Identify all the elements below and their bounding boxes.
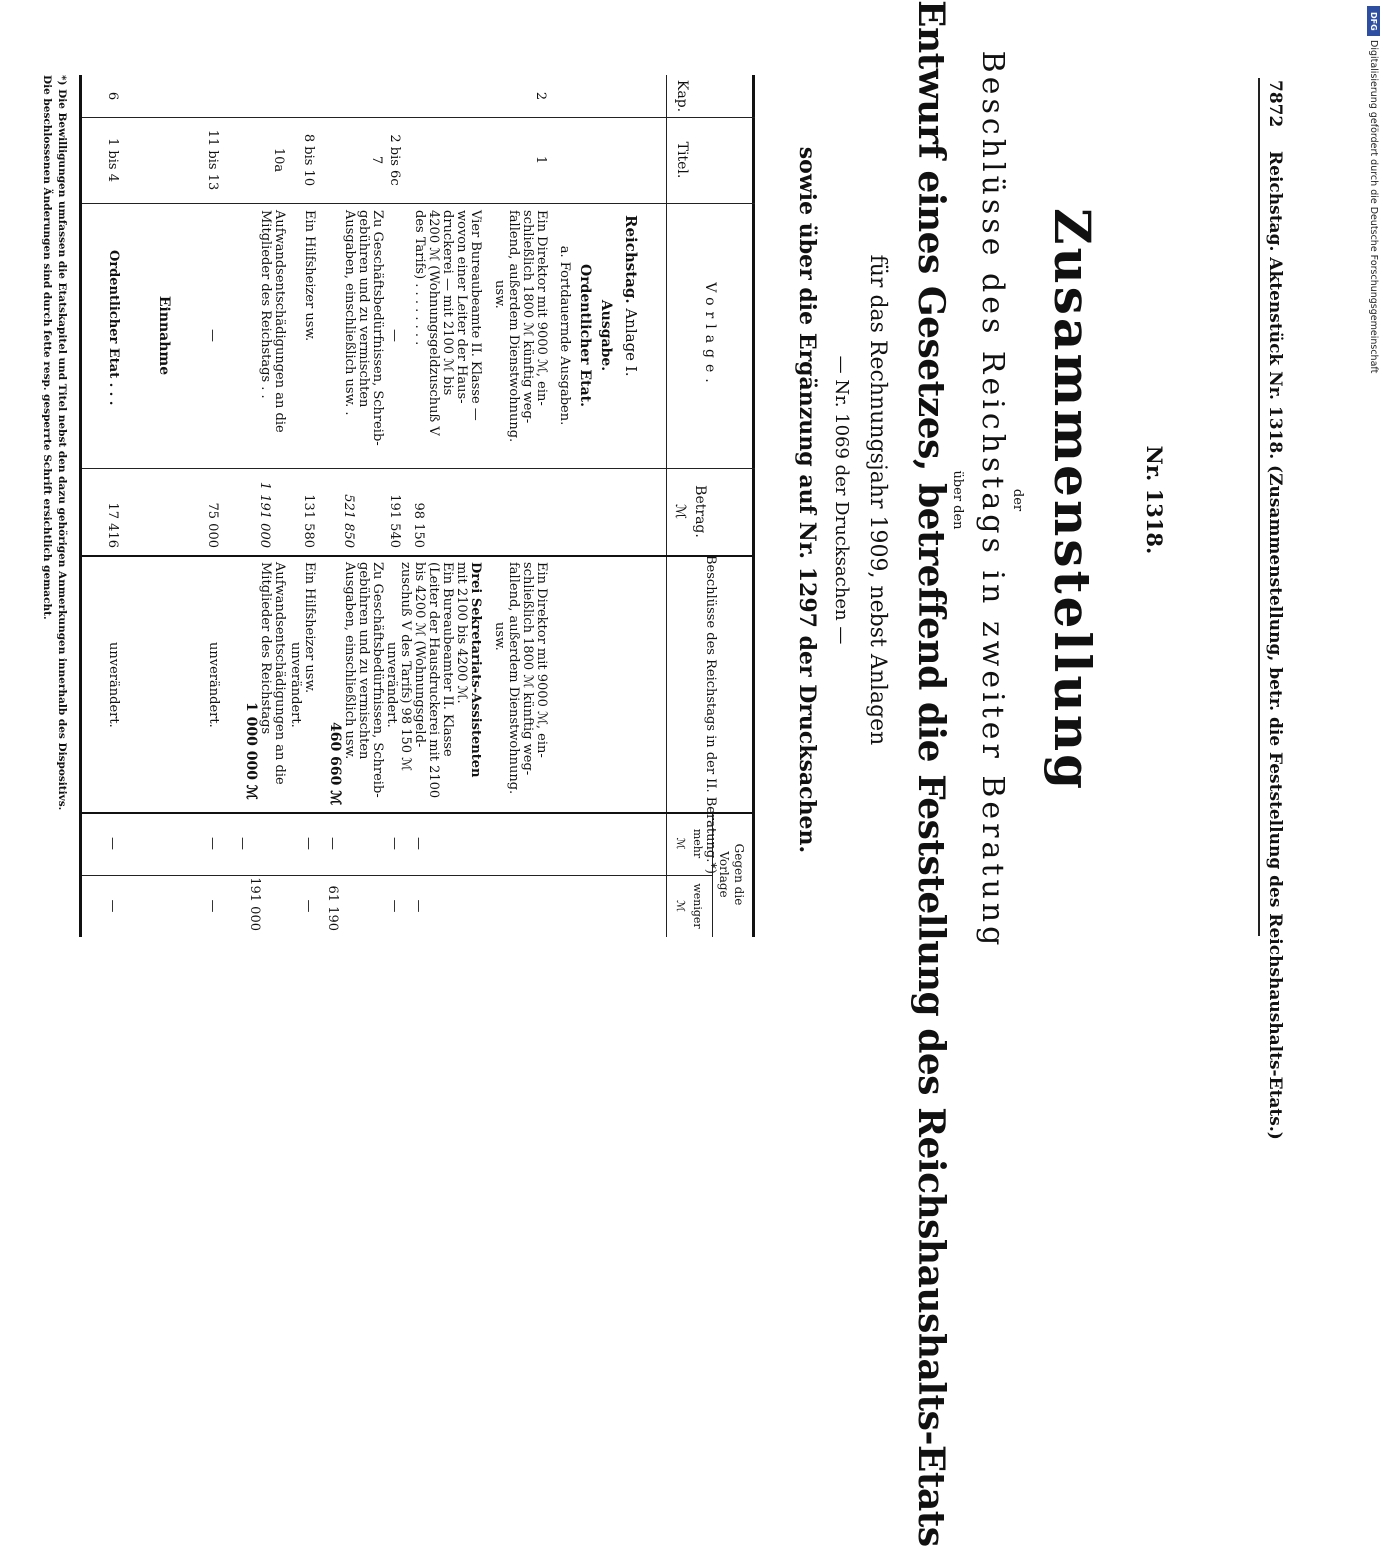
cell-betrag: 191 540 [387, 494, 402, 548]
cell-vorlage [342, 210, 384, 446]
table-top-rule [752, 75, 755, 937]
header-weniger-unit: ℳ [674, 900, 687, 912]
text-line: Mitglieder des Reichstags . . [258, 210, 273, 399]
text-line: usw. [492, 622, 507, 651]
title-ueber: über den [950, 470, 965, 530]
cell-beschluss [492, 562, 548, 794]
dfg-logo: DFG [1367, 6, 1380, 36]
section-fortdauernde: a. Fortdauernde Ausgaben. [557, 245, 572, 426]
header-gegen-line1: Gegen die [732, 843, 746, 906]
page-number: 7872 [1265, 80, 1285, 128]
table-header-rule [666, 75, 667, 937]
cell-vorlage: Ordentlicher Etat . . . [106, 250, 121, 406]
cell-beschluss: unverändert. [206, 642, 221, 728]
text-line: Aufwandsentschädigungen an die [272, 562, 287, 785]
text-line: unverändert. [384, 642, 399, 728]
header-weniger: weniger [691, 883, 704, 929]
section-einnahme: Einnahme [156, 295, 172, 376]
footnote-line-1: *) Die Bewilligungen umfassen die Etatskapitel und Titel nebst den dazu gehörigen Anmerkungen innerhalb des Dispositivs. [56, 75, 68, 811]
cell-beschluss [288, 562, 316, 728]
running-header [1265, 80, 1285, 1140]
text-line: (Leiter der Hausdruckerei mit 2100 [426, 562, 441, 799]
cell-betrag: 17 416 [105, 502, 120, 548]
subtitle-rechnungsjahr: für das Rechnungsjahr 1909, nebst Anlagen [865, 254, 890, 746]
text-line: mit 2100 bis 4200 ℳ. [454, 562, 469, 704]
cell-weniger: 61 190 [325, 885, 340, 931]
cell-betrag: 98 150 [411, 502, 426, 548]
cell-beschluss: unverändert. [106, 642, 121, 728]
header-beschluesse: Beschlüsse des Reichstags in der II. Beratung.*) [703, 555, 718, 874]
text-line: usw. [492, 280, 507, 309]
text-line: fallend, außerdem Dienstwohnung. [506, 210, 521, 443]
text-line: 4200 ℳ (Wohnungsgeldzuschuß V [426, 210, 441, 436]
header-vorlage: Vorlage. [702, 282, 718, 389]
cell-vorlage [492, 210, 548, 442]
cell-weniger: — [301, 899, 316, 913]
header-text: Reichstag. Aktenstück Nr. 1318. (Zusammenstellung, betr. die Feststellung des Reichshaushalts-Etats.) [1265, 151, 1285, 1140]
cell-beschluss [328, 562, 384, 805]
cell-titel: 11 bis 13 [205, 129, 220, 191]
cell-titel: 1 [533, 155, 548, 165]
text-line: unverändert. [288, 642, 303, 728]
col-divider [82, 203, 755, 204]
text-line: Ausgaben, einschließlich usw. . [342, 210, 357, 416]
cell-titel: 2 bis 6c [387, 134, 402, 186]
subtitle-sowie: sowie über die Ergänzung auf Nr. 1297 der Drucksachen. [794, 146, 820, 854]
text-line: Ein Direktor mit 9000 ℳ, ein- [534, 210, 549, 406]
section-reichstag: Reichstag. [622, 215, 640, 304]
text-line: schließlich 1800 ℳ künftig weg- [520, 210, 535, 424]
cell-weniger: 191 000 [247, 877, 262, 931]
cell-mehr: — [411, 837, 426, 850]
text-line: druckerei — mit 2100 ℳ bis [440, 210, 455, 396]
header-rule [1258, 78, 1260, 936]
text-line: Ein Hilfsheizer usw. [302, 562, 317, 694]
cell-betrag: 75 000 [205, 502, 220, 548]
cell-mehr: — [205, 837, 220, 850]
cell-vorlage: — [387, 329, 402, 342]
header-mehr: mehr [691, 828, 704, 859]
subtitle-entwurf: Entwurf eines Gesetzes, betreffend die Feststellung des Reichshaushalts-Etats [910, 0, 952, 1547]
cell-weniger: — [411, 899, 426, 913]
cell-mehr: — [235, 837, 250, 850]
cell-titel: 7 [369, 155, 384, 165]
cell-beschluss [244, 562, 286, 800]
text-line: 1 000 000 ℳ [243, 702, 259, 800]
cell-weniger: — [105, 899, 120, 913]
col-divider [82, 117, 755, 118]
footnote-line-2: Die beschlossenen Änderungen sind durch fette resp. gesperrte Schrift ersichtlich gemacht. [41, 75, 53, 620]
text-line: Drei Sekretariats-Assistenten [468, 562, 483, 778]
text-line: Mitglieder des Reichstags [258, 562, 273, 735]
cell-vorlage: — [205, 329, 220, 342]
header-betrag: Betrag. [692, 485, 708, 538]
text-line: Zu Geschäftsbedürfnissen, Schreib- [370, 562, 385, 798]
cell-vorlage [258, 210, 286, 433]
section-ausgabe: Ausgabe. [598, 299, 614, 372]
cell-kap: 6 [105, 91, 120, 101]
text-line: Zu Geschäftsbedürfnissen, Schreib- [370, 210, 385, 446]
text-line: 460 660 ℳ [327, 722, 343, 806]
cell-vorlage: Ein Hilfsheizer usw. [302, 210, 317, 342]
section-anlage: Anlage I. [622, 308, 640, 377]
cell-titel: 10a [271, 147, 286, 173]
text-line: gebühren und zu vermischten [356, 562, 371, 760]
table-bottom-rule [79, 75, 82, 937]
text-line: zuschuß V des Tarifs) 98 150 ℳ [398, 562, 413, 772]
header-titel: Titel. [674, 141, 690, 179]
subtitle-beschluesse: Beschlüsse des Reichstags in zweiter Beratung [975, 50, 1010, 950]
cell-mehr: — [325, 837, 340, 850]
header-gegen-line2: Vorlage [717, 851, 731, 898]
subtitle-drucksachen: — Nr. 1069 der Drucksachen — [831, 355, 852, 645]
cell-weniger: — [387, 899, 402, 913]
header-mehr-unit: ℳ [674, 837, 687, 850]
col-divider [82, 555, 755, 557]
header-betrag-unit: ℳ [672, 504, 688, 519]
cell-mehr: — [387, 837, 402, 850]
cell-kap: 2 [533, 91, 548, 101]
title-der: der [1010, 488, 1025, 512]
cell-betrag: 1 191 000 [257, 481, 272, 548]
text-line: Ein Bureaubeamter II. Klasse [440, 562, 455, 757]
text-line: wovon einer Leiter der Haus- [454, 210, 469, 404]
text-line: des Tarifs) . . . . . . . . [412, 210, 427, 346]
text-line: gebühren und zu vermischten [356, 210, 371, 408]
text-line: Ein Direktor mit 9000 ℳ, ein- [534, 562, 549, 758]
section-ordentlicher-etat: Ordentlicher Etat. [577, 264, 593, 407]
text-line: Vier Bureaubeamte II. Klasse — [468, 210, 483, 421]
cell-mehr: — [301, 837, 316, 850]
cell-vorlage [412, 210, 482, 436]
cell-weniger: — [205, 899, 220, 913]
cell-beschluss [384, 562, 482, 798]
text-line: fallend, außerdem Dienstwohnung. [506, 562, 521, 795]
text-line: bis 4200 ℳ (Wohnungsgeld- [412, 562, 427, 748]
text-line: schließlich 1800 ℳ künftig weg- [520, 562, 535, 776]
header-kap: Kap. [674, 79, 690, 113]
cell-mehr: — [105, 837, 120, 850]
cell-betrag: 521 850 [341, 494, 356, 548]
digitization-note: Digitalisierung gefördert durch die Deutsche Forschungsgemeinschaft [1368, 40, 1379, 374]
text-line: Ausgaben, einschließlich usw. [342, 562, 357, 760]
cell-titel: 1 bis 4 [105, 138, 120, 182]
page-title: Zusammenstellung [1043, 207, 1102, 793]
document-number: Nr. 1318. [1142, 445, 1167, 555]
text-line: Aufwandsentschädigungen an die [272, 210, 287, 433]
cell-titel: 8 bis 10 [301, 133, 316, 187]
cell-betrag: 131 580 [301, 494, 316, 548]
